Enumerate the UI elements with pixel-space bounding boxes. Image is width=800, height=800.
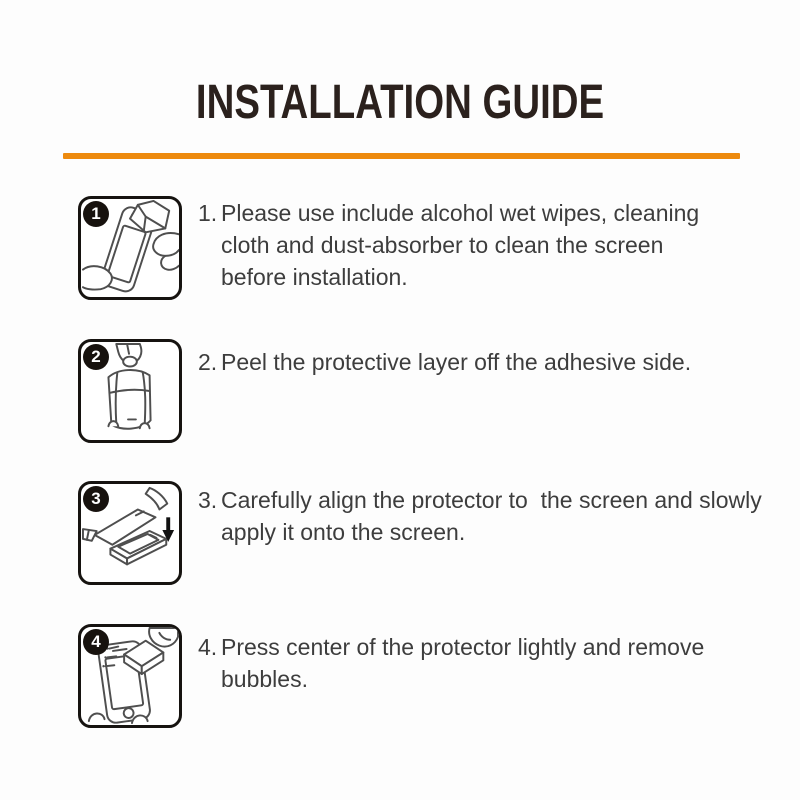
step-row-4 [78, 624, 704, 728]
step-4-text [198, 631, 704, 695]
step-1-text [198, 197, 699, 293]
step-2-number-badge: 2 [83, 344, 109, 370]
step-row-3 [78, 481, 762, 585]
step-2-line-1: 2. Peel the protective layer off the adhesive side. [198, 346, 691, 378]
step-1-line-3: before installation. [221, 264, 408, 290]
step-1-number-badge: 1 [83, 201, 109, 227]
step-4-number-badge: 4 [83, 629, 109, 655]
step-3-text [198, 484, 762, 548]
step-3-line-1: 3. Carefully align the protector to the screen and slowly [198, 484, 762, 516]
step-4-prefix: 4. [198, 634, 218, 660]
step-4-line-2: bubbles. [221, 666, 308, 692]
step-row-1 [78, 196, 699, 300]
step-3-line-2: apply it onto the screen. [221, 519, 466, 545]
step-2-prefix: 2. [198, 349, 218, 375]
step-3-illustration-box [78, 481, 182, 585]
step-1-prefix: 1. [198, 200, 218, 226]
step-3-number-badge: 3 [83, 486, 109, 512]
step-4-illustration-box [78, 624, 182, 728]
step-4-line-1: 4. Press center of the protector lightly and remove [198, 631, 704, 663]
step-3-prefix: 3. [198, 487, 218, 513]
step-2-text [198, 346, 691, 378]
step-2-illustration-box [78, 339, 182, 443]
step-1-line-1: 1. Please use include alcohol wet wipes, cleaning [198, 197, 699, 229]
accent-divider [63, 153, 740, 159]
page-title: INSTALLATION GUIDE [195, 76, 605, 129]
step-1-illustration-box [78, 196, 182, 300]
step-row-2 [78, 339, 691, 443]
step-1-line-2: cloth and dust-absorber to clean the screen [221, 232, 664, 258]
